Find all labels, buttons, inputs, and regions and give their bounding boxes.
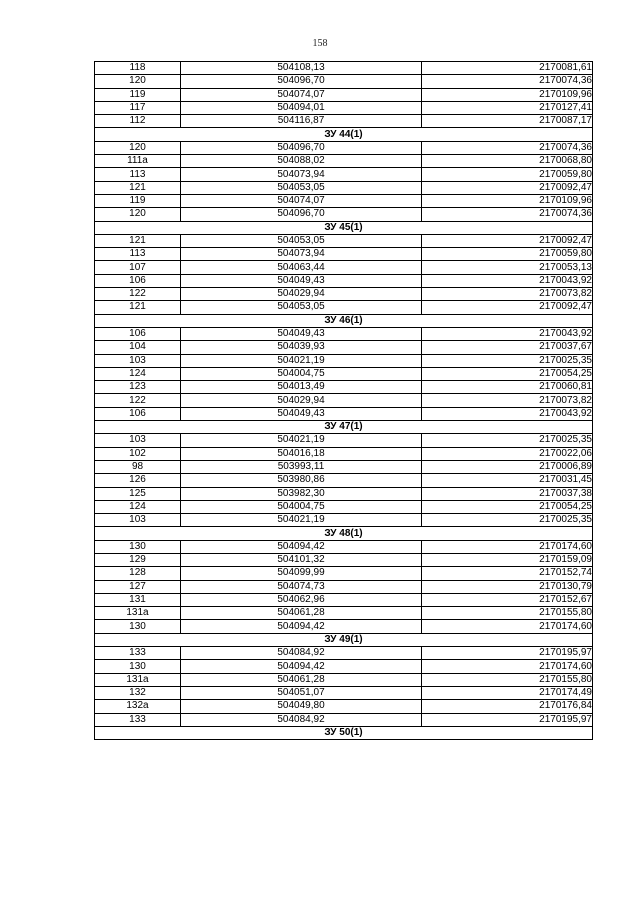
point-number-cell: 131а: [95, 607, 181, 620]
point-number-cell: 120: [95, 141, 181, 154]
table-row: [95, 713, 593, 726]
y-coordinate-cell: 2170054,25: [422, 500, 593, 513]
table-row: [95, 181, 593, 194]
y-coordinate-cell: 2170195,97: [422, 647, 593, 660]
point-number-cell: 130: [95, 660, 181, 673]
x-coordinate-cell: 504108,13: [181, 62, 422, 75]
x-coordinate-cell: 504021,19: [181, 514, 422, 527]
table-row: [95, 248, 593, 261]
table-row: [95, 514, 593, 527]
y-coordinate-cell: 2170037,38: [422, 487, 593, 500]
x-coordinate-cell: 504094,42: [181, 660, 422, 673]
point-number-cell: 103: [95, 354, 181, 367]
table-row: [95, 208, 593, 221]
y-coordinate-cell: 2170059,80: [422, 168, 593, 181]
point-number-cell: 104: [95, 341, 181, 354]
section-heading-row: [95, 527, 593, 540]
point-number-cell: 133: [95, 647, 181, 660]
point-number-cell: 117: [95, 101, 181, 114]
table-row: [95, 686, 593, 699]
table-row: [95, 487, 593, 500]
y-coordinate-cell: 2170031,45: [422, 474, 593, 487]
table-row: [95, 607, 593, 620]
y-coordinate-cell: 2170025,35: [422, 434, 593, 447]
table-row: [95, 301, 593, 314]
table-row: [95, 274, 593, 287]
y-coordinate-cell: 2170176,84: [422, 700, 593, 713]
x-coordinate-cell: 503980,86: [181, 474, 422, 487]
x-coordinate-cell: 504049,80: [181, 700, 422, 713]
x-coordinate-cell: 504029,94: [181, 394, 422, 407]
point-number-cell: 124: [95, 367, 181, 380]
x-coordinate-cell: 504061,28: [181, 673, 422, 686]
point-number-cell: 125: [95, 487, 181, 500]
table-row: [95, 234, 593, 247]
section-heading: ЗУ 46(1): [95, 314, 593, 327]
table-row: [95, 88, 593, 101]
table-row: [95, 700, 593, 713]
y-coordinate-cell: 2170053,13: [422, 261, 593, 274]
section-heading-row: [95, 128, 593, 141]
x-coordinate-cell: 504049,43: [181, 407, 422, 420]
x-coordinate-cell: 504096,70: [181, 75, 422, 88]
section-heading-row: [95, 421, 593, 434]
point-number-cell: 123: [95, 381, 181, 394]
point-number-cell: 113: [95, 248, 181, 261]
section-heading: ЗУ 47(1): [95, 421, 593, 434]
coordinates-table: [94, 61, 593, 740]
point-number-cell: 126: [95, 474, 181, 487]
x-coordinate-cell: 504051,07: [181, 686, 422, 699]
point-number-cell: 119: [95, 88, 181, 101]
table-row: [95, 354, 593, 367]
y-coordinate-cell: 2170043,92: [422, 407, 593, 420]
y-coordinate-cell: 2170152,74: [422, 567, 593, 580]
y-coordinate-cell: 2170174,49: [422, 686, 593, 699]
point-number-cell: 113: [95, 168, 181, 181]
section-heading: ЗУ 50(1): [95, 726, 593, 739]
x-coordinate-cell: 504062,96: [181, 593, 422, 606]
table-row: [95, 155, 593, 168]
table-row: [95, 288, 593, 301]
section-heading-row: [95, 221, 593, 234]
x-coordinate-cell: 504021,19: [181, 354, 422, 367]
table-row: [95, 115, 593, 128]
x-coordinate-cell: 504094,01: [181, 101, 422, 114]
y-coordinate-cell: 2170195,97: [422, 713, 593, 726]
point-number-cell: 131а: [95, 673, 181, 686]
y-coordinate-cell: 2170054,25: [422, 367, 593, 380]
table-row: [95, 168, 593, 181]
y-coordinate-cell: 2170159,09: [422, 553, 593, 566]
y-coordinate-cell: 2170043,92: [422, 274, 593, 287]
x-coordinate-cell: 504004,75: [181, 367, 422, 380]
x-coordinate-cell: 504061,28: [181, 607, 422, 620]
y-coordinate-cell: 2170155,80: [422, 607, 593, 620]
section-heading: ЗУ 48(1): [95, 527, 593, 540]
point-number-cell: 112: [95, 115, 181, 128]
table-row: [95, 407, 593, 420]
table-row: [95, 540, 593, 553]
table-row: [95, 194, 593, 207]
x-coordinate-cell: 504116,87: [181, 115, 422, 128]
y-coordinate-cell: 2170037,67: [422, 341, 593, 354]
x-coordinate-cell: 504096,70: [181, 208, 422, 221]
y-coordinate-cell: 2170155,80: [422, 673, 593, 686]
x-coordinate-cell: 504096,70: [181, 141, 422, 154]
point-number-cell: 98: [95, 460, 181, 473]
point-number-cell: 120: [95, 208, 181, 221]
table-row: [95, 647, 593, 660]
y-coordinate-cell: 2170006,89: [422, 460, 593, 473]
table-row: [95, 553, 593, 566]
y-coordinate-cell: 2170074,36: [422, 208, 593, 221]
y-coordinate-cell: 2170092,47: [422, 181, 593, 194]
y-coordinate-cell: 2170130,79: [422, 580, 593, 593]
table-row: [95, 500, 593, 513]
x-coordinate-cell: 504063,44: [181, 261, 422, 274]
table-row: [95, 367, 593, 380]
x-coordinate-cell: 504021,19: [181, 434, 422, 447]
section-heading-row: [95, 633, 593, 646]
table-row: [95, 381, 593, 394]
point-number-cell: 124: [95, 500, 181, 513]
point-number-cell: 132: [95, 686, 181, 699]
y-coordinate-cell: 2170074,36: [422, 75, 593, 88]
point-number-cell: 102: [95, 447, 181, 460]
point-number-cell: 121: [95, 301, 181, 314]
y-coordinate-cell: 2170081,61: [422, 62, 593, 75]
y-coordinate-cell: 2170068,80: [422, 155, 593, 168]
page-number: 158: [312, 38, 328, 49]
section-heading: ЗУ 44(1): [95, 128, 593, 141]
y-coordinate-cell: 2170127,41: [422, 101, 593, 114]
section-heading-row: [95, 314, 593, 327]
x-coordinate-cell: 504053,05: [181, 181, 422, 194]
y-coordinate-cell: 2170174,60: [422, 660, 593, 673]
x-coordinate-cell: 504049,43: [181, 327, 422, 340]
y-coordinate-cell: 2170174,60: [422, 540, 593, 553]
y-coordinate-cell: 2170174,60: [422, 620, 593, 633]
coordinates-table-body: [95, 62, 593, 740]
point-number-cell: 133: [95, 713, 181, 726]
x-coordinate-cell: 504039,93: [181, 341, 422, 354]
y-coordinate-cell: 2170092,47: [422, 301, 593, 314]
section-heading: ЗУ 45(1): [95, 221, 593, 234]
y-coordinate-cell: 2170087,17: [422, 115, 593, 128]
x-coordinate-cell: 504084,92: [181, 647, 422, 660]
y-coordinate-cell: 2170043,92: [422, 327, 593, 340]
point-number-cell: 122: [95, 288, 181, 301]
point-number-cell: 130: [95, 540, 181, 553]
point-number-cell: 121: [95, 181, 181, 194]
table-row: [95, 673, 593, 686]
x-coordinate-cell: 504004,75: [181, 500, 422, 513]
point-number-cell: 118: [95, 62, 181, 75]
point-number-cell: 111а: [95, 155, 181, 168]
y-coordinate-cell: 2170025,35: [422, 514, 593, 527]
point-number-cell: 106: [95, 407, 181, 420]
x-coordinate-cell: 504101,32: [181, 553, 422, 566]
table-row: [95, 327, 593, 340]
point-number-cell: 120: [95, 75, 181, 88]
point-number-cell: 103: [95, 514, 181, 527]
table-row: [95, 261, 593, 274]
x-coordinate-cell: 504053,05: [181, 301, 422, 314]
x-coordinate-cell: 504094,42: [181, 540, 422, 553]
x-coordinate-cell: 504088,02: [181, 155, 422, 168]
y-coordinate-cell: 2170074,36: [422, 141, 593, 154]
table-row: [95, 660, 593, 673]
table-row: [95, 75, 593, 88]
x-coordinate-cell: 504099,99: [181, 567, 422, 580]
point-number-cell: 127: [95, 580, 181, 593]
section-heading-row: [95, 726, 593, 739]
point-number-cell: 103: [95, 434, 181, 447]
x-coordinate-cell: 504074,07: [181, 88, 422, 101]
table-row: [95, 341, 593, 354]
table-row: [95, 141, 593, 154]
table-row: [95, 620, 593, 633]
x-coordinate-cell: 503982,30: [181, 487, 422, 500]
y-coordinate-cell: 2170109,96: [422, 88, 593, 101]
point-number-cell: 131: [95, 593, 181, 606]
y-coordinate-cell: 2170109,96: [422, 194, 593, 207]
y-coordinate-cell: 2170152,67: [422, 593, 593, 606]
table-row: [95, 474, 593, 487]
x-coordinate-cell: 504053,05: [181, 234, 422, 247]
y-coordinate-cell: 2170073,82: [422, 394, 593, 407]
x-coordinate-cell: 504084,92: [181, 713, 422, 726]
point-number-cell: 128: [95, 567, 181, 580]
point-number-cell: 106: [95, 274, 181, 287]
point-number-cell: 122: [95, 394, 181, 407]
point-number-cell: 129: [95, 553, 181, 566]
x-coordinate-cell: 504029,94: [181, 288, 422, 301]
table-row: [95, 434, 593, 447]
table-row: [95, 62, 593, 75]
table-row: [95, 101, 593, 114]
table-row: [95, 593, 593, 606]
point-number-cell: 121: [95, 234, 181, 247]
point-number-cell: 130: [95, 620, 181, 633]
y-coordinate-cell: 2170025,35: [422, 354, 593, 367]
x-coordinate-cell: 504073,94: [181, 168, 422, 181]
table-row: [95, 580, 593, 593]
x-coordinate-cell: 504094,42: [181, 620, 422, 633]
x-coordinate-cell: 504074,73: [181, 580, 422, 593]
y-coordinate-cell: 2170073,82: [422, 288, 593, 301]
point-number-cell: 132а: [95, 700, 181, 713]
x-coordinate-cell: 504016,18: [181, 447, 422, 460]
x-coordinate-cell: 504074,07: [181, 194, 422, 207]
table-row: [95, 394, 593, 407]
y-coordinate-cell: 2170092,47: [422, 234, 593, 247]
x-coordinate-cell: 504073,94: [181, 248, 422, 261]
point-number-cell: 107: [95, 261, 181, 274]
table-row: [95, 567, 593, 580]
x-coordinate-cell: 504013,49: [181, 381, 422, 394]
y-coordinate-cell: 2170059,80: [422, 248, 593, 261]
table-row: [95, 447, 593, 460]
table-row: [95, 460, 593, 473]
x-coordinate-cell: 503993,11: [181, 460, 422, 473]
x-coordinate-cell: 504049,43: [181, 274, 422, 287]
section-heading: ЗУ 49(1): [95, 633, 593, 646]
y-coordinate-cell: 2170060,81: [422, 381, 593, 394]
y-coordinate-cell: 2170022,06: [422, 447, 593, 460]
point-number-cell: 106: [95, 327, 181, 340]
point-number-cell: 119: [95, 194, 181, 207]
